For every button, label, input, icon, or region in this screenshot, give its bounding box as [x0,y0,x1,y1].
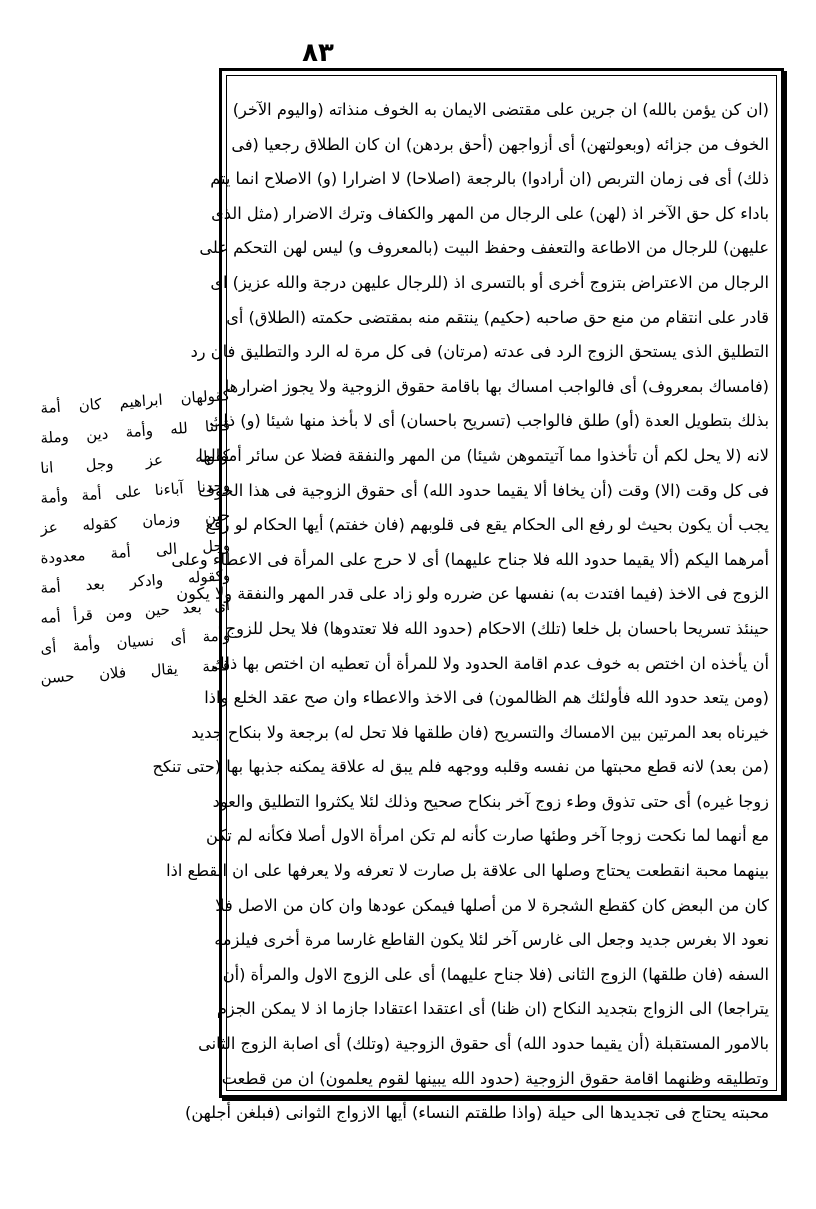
text-line: السفه (فان طلقها) الزوج الثانى (فلا جناح عليهما) أى على الزوج الاول والمرأة (أن [222,964,769,984]
text-line: وتطليقه وظنهما اقامة حقوق الزوجية (حدود الله يبينها لقوم يعلمون) ان من قطعت [221,1068,769,1088]
margin-note-line: حين وزمان كقوله عز [39,506,231,538]
margin-note-line: قامة يقال فلان حسن [39,656,231,688]
margin-note-line: وكقوله وادكر بعد أمة [39,566,231,598]
text-line: (ومن يتعد حدود الله فأولئك هم الظالمون) فى الاخذ والاعطاء وان صح عقد الخلع واذا [204,688,769,708]
text-line: نعود الا بغرس جديد وجعل الى غارس آخر لئلا يكون القاطع غارسا مرة أخرى فيلزمه [214,930,769,950]
text-line: لانه (لا يحل لكم أن تأخذوا مما آتيتموهن شيئا) من المهر والنفقة فضلا عن سائر أموالها [198,445,769,465]
text-frame [152,68,784,1123]
text-line: باداء كل حق الآخر اذ (لهن) على الرجال من المهر والكفاف وترك الاضرار (مثل الذى [211,203,769,223]
text-line: ذلك) أى فى زمان التربص (ان أرادوا) بالرجعة (اصلاحا) لا اضرارا (و) الاصلاح انما يتم [210,169,769,189]
margin-note-line: وأمة أى نسيان وأمة أى [39,626,231,658]
text-line: يتراجعا) الى الزواج بتجديد النكاح (ان ظنا) أى اعتقدا اعتقادا جازما اذ لا يمكن الجزم [216,999,769,1019]
text-line: فى كل وقت (الا) وقت (أن يخافا ألا يقيما حدود الله) أى حقوق الزوجية فى هذا الخوف [198,480,769,500]
margin-note-line: أى بعد حين ومن قرأ أمه [39,596,231,628]
text-line: أمرهما اليكم (ألا يقيما حدود الله فلا جناح عليهما) أى لا حرج على المرأة فى الاعطاء وعلى [171,549,769,569]
text-line: عليهن) للرجال من الاطاعة والتعفف وحفظ البيت (بالمعروف و) ليس لهن التحكم على [199,238,769,258]
text-line: خيرناه بعد المرتين بين الامساك والتسريح (فان طلقها فلا تحل له) برجعة ولا بنكاح جديد [191,722,769,742]
text-line: بالامور المستقبلة (أن يقيما حدود الله) أى حقوق الزوجية (وتلك) أى اصابة الزوج الثانى [198,1034,769,1054]
margin-note-line: قانتا لله وأمة دين وملة [39,416,231,448]
text-line: يجب أن يكون بحيث لو رفع الى الحكام يقع فى قلوبهم (فان خفتم) أيها الحكام لو رفع [205,515,769,535]
margin-note-line: وجدنا آباءنا على أمة وأمة [39,476,231,508]
text-line: الرجال من الاعتراض بتزوج أخرى أو بالتسرى اذ (للرجال عليهن درجة والله عزيز) اى [210,272,769,292]
margin-note-line: كقولهان ابراهيم كان أمة [39,386,231,418]
text-line: محبته يحتاج فى تجديدها الى حيلة (واذا طلقتم النساء) أيها الازواج الثوانى (فبلغن أجلهن) [185,1103,769,1123]
text-line: أن يأخذه ان اختص به خوف عدم اقامة الحدود ولا للمرأة أن تعطيه ان اختص بها ذلك [211,653,769,673]
main-text [152,93,769,1131]
text-line: بينهما محبة انقطعت يحتاج وصلها الى علاقة بل صارت لا تعرفه ولا يعرفها على ان القطع اذا [166,861,769,881]
text-line: الخوف من جزائه (وبعولتهن) أى أزواجهن (أحق بردهن) ان كان الطلاق رجعيا (فى [231,134,769,154]
text-line: زوجا غيره) أى حتى تذوق وطء زوج آخر بنكاح صحيح وذلك لئلا يكثروا التطليق والعود [212,791,769,811]
text-line: (من بعد) لانه قطع محبتها من نفسه وقلبه ووجهه فلم يبق له علاقة يمكنه جذبها بها (حتى تنكح [152,757,769,777]
text-line: كان من البعض كان كقطع الشجرة لا من أصلها فيمكن عودها وان كان من الاصل فلا [215,895,769,915]
text-line: (فامساك بمعروف) أى فالواجب امساك بها باقامة حقوق الزوجية ولا يجوز اضرارها [224,376,769,396]
text-line: (ان كن يؤمن بالله) ان جرين على مقتضى الايمان به الخوف منذاته (واليوم الآخر) [232,100,769,119]
text-line: الزوج فى الاخذ (فيما افتدت به) نفسها عن ضرره ولو زاد على قدر المهر والنفقة ولا يكون [176,584,769,604]
text-line: بذلك بتطويل العدة (أو) طلق فالواجب (تسريح باحسان) أى لا بأخذ منها شيئا (و) ذلك [209,411,769,431]
text-line: قادر على انتقام من منع حق صاحبه (حكيم) ينتقم منه بمقتضى حكمته (الطلاق) أى [226,307,769,327]
text-line: حينئذ تسريحا باحسان بل خلعا (تلك) الاحكام (حدود الله فلا تعتدوها) فلا يحل للزوج [225,618,769,638]
page-number: ٨٣ [302,38,334,68]
margin-note [39,380,231,688]
margin-note-line: كقوله عز وجل انا [39,446,231,478]
text-line: التطليق الذى يستحق الزوج الرد فى عدته (مرتان) فى كل مرة له الرد والتطليق فان رد [190,342,769,362]
margin-note-line: وجل الى أمة معدودة [39,536,231,568]
text-line: مع أنهما لما نكحت زوجا آخر وطئها صارت كأنه لم تكن امرأة الاول أصلا فكأنه لم تكن [206,826,769,846]
